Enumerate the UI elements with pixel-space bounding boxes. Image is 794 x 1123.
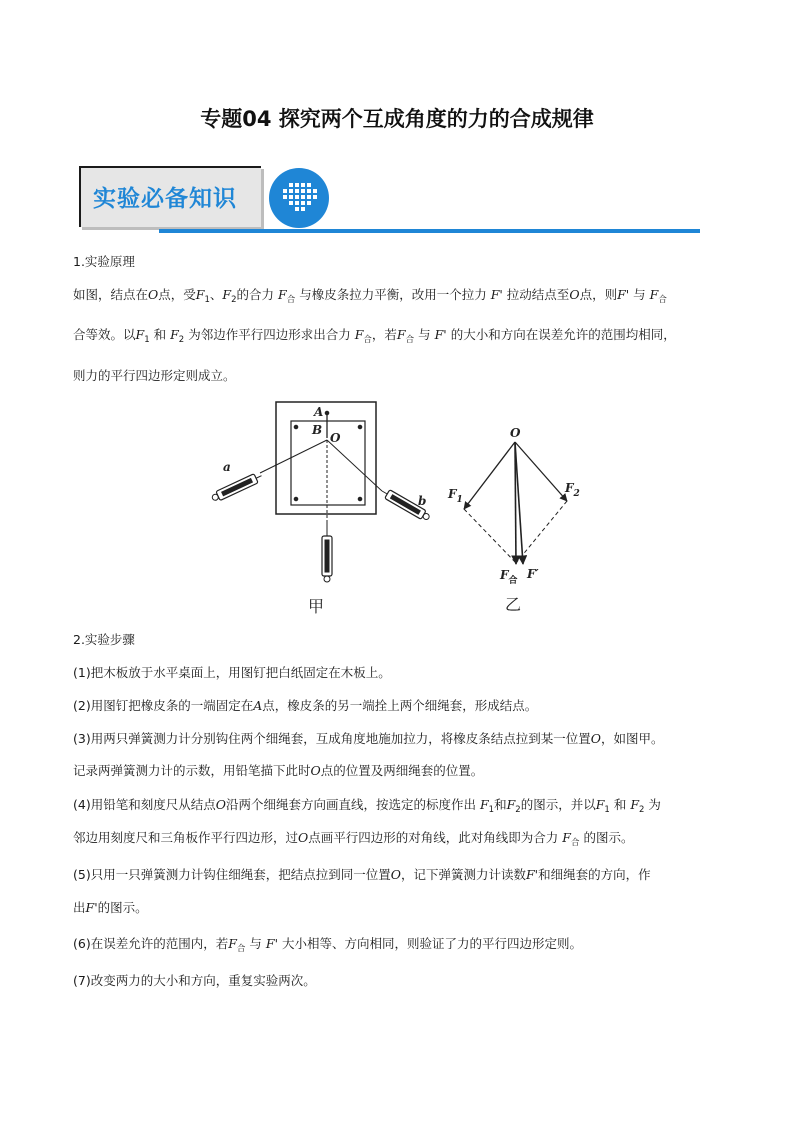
experiment-figure — [196, 400, 596, 622]
text: (4)用铅笔和刻度尺从结点 — [73, 797, 216, 812]
subscript: 2 — [231, 295, 237, 305]
label-F2 — [564, 481, 580, 499]
symbol-f: F — [396, 327, 406, 342]
figure-yi — [464, 442, 567, 564]
steps-heading: 2.实验步骤 — [73, 632, 135, 647]
text: (5)只用一只弹簧测力计钩住细绳套，把结点拉到同一位置 — [73, 867, 391, 882]
text: 与 — [249, 936, 262, 951]
text: 大小相等、方向相同，则验证了力的平行四边形定则。 — [282, 936, 583, 951]
subscript: 1 — [204, 295, 210, 305]
symbol-f: F — [595, 797, 605, 812]
subscript: 合 — [658, 295, 667, 305]
label-F2-letter: F — [565, 481, 574, 495]
label-F1 — [447, 487, 463, 505]
subscript: 1 — [604, 805, 610, 815]
label-a: a — [223, 460, 231, 474]
text: (6)在误差允许的范围内，若 — [73, 936, 229, 951]
label-A: A — [314, 405, 324, 419]
subscript: 合 — [363, 335, 372, 345]
text: 和 — [153, 327, 167, 342]
text: 的图示，并以 — [520, 797, 596, 812]
label-O-jia: O — [330, 431, 341, 445]
symbol-f: F — [649, 287, 659, 302]
symbol-f-prime: F' — [265, 936, 279, 951]
text: 、 — [209, 287, 223, 302]
text: 点，橡皮条的另一端拴上两个细绳套，形成结点。 — [262, 698, 538, 713]
symbol-f-prime: F' — [490, 287, 503, 302]
step-1: (1)把木板放于水平桌面上，用图钉把白纸固定在木板上。 — [73, 665, 391, 680]
subscript: 合 — [405, 335, 415, 345]
symbol-f: F — [630, 797, 639, 812]
text: 沿两个细绳套方向画直线，按选定的标度作出 — [225, 797, 476, 812]
text: 点，则 — [579, 287, 618, 302]
text: 邻边用刻度尺和三角板作平行四边形，过 — [73, 830, 299, 845]
subscript: 合 — [286, 295, 296, 305]
principle-line-3: 则力的平行四边形定则成立。 — [73, 368, 236, 383]
banner-underline — [159, 229, 700, 233]
step-5-line-1 — [73, 866, 651, 884]
grid-icon — [269, 168, 329, 228]
symbol-f: F — [228, 936, 237, 951]
text: 点画平行四边形的对角线，此对角线即为合力 — [308, 830, 559, 845]
symbol-f-prime: F' — [85, 900, 98, 915]
text: 为邻边作平行四边形求出合力 — [188, 327, 351, 342]
step-7: (7)改变两力的大小和方向，重复实验两次。 — [73, 973, 316, 988]
subscript: 2 — [639, 805, 645, 815]
symbol-f-prime: F' — [434, 327, 447, 342]
text: ，若 — [371, 327, 397, 342]
principle-line-1 — [73, 286, 667, 309]
symbol-f: F — [195, 287, 205, 302]
text: 点的位置及两细绳套的位置。 — [320, 763, 484, 778]
subscript: 合 — [570, 838, 580, 848]
label-F-he — [499, 568, 518, 586]
step-4-line-2 — [73, 829, 633, 852]
page-title: 专题04 探究两个互成角度的力的合成规律 — [200, 107, 594, 131]
symbol-o: O — [390, 867, 401, 882]
subscript: 2 — [178, 335, 185, 345]
label-F-he-letter: F — [500, 568, 509, 582]
symbol-o: O — [310, 763, 321, 778]
text: ，记下弹簧测力计读数 — [400, 867, 526, 882]
label-F-prime: F′ — [527, 567, 539, 581]
text: ，如图甲。 — [600, 731, 664, 746]
step-5-line-2 — [73, 899, 148, 917]
symbol-f: F — [222, 287, 232, 302]
banner-label: 实验必备知识 — [93, 186, 237, 212]
section-banner — [79, 166, 641, 238]
symbol-f: F — [170, 327, 179, 342]
step-2 — [73, 697, 537, 715]
symbol-f: F — [479, 797, 489, 812]
text: 的图示。 — [583, 830, 634, 845]
symbol-a: A — [253, 698, 263, 713]
label-F2-sub: 2 — [573, 489, 580, 499]
symbol-f-prime: F' — [525, 867, 539, 882]
symbol-f: F — [135, 327, 145, 342]
symbol-o: O — [148, 287, 159, 302]
text: (3)用两只弹簧测力计分别钩住两个细绳套，互成角度地施加拉力，将橡皮条结点拉到某一位置 — [73, 731, 591, 746]
label-B: B — [312, 423, 323, 437]
step-3-line-1 — [73, 730, 663, 748]
symbol-o: O — [590, 731, 601, 746]
symbol-o: O — [569, 287, 580, 302]
text: 点，受 — [158, 287, 196, 302]
text: 的大小和方向在误差允许的范围均相同， — [450, 327, 676, 342]
text: 为 — [648, 797, 661, 812]
principle-line-2 — [73, 326, 676, 349]
figure-jia-caption: 甲 — [308, 597, 325, 616]
text: 和 — [613, 797, 627, 812]
text: 记录两弹簧测力计的示数，用铅笔描下此时 — [73, 763, 311, 778]
text: 如图，结点在 — [73, 287, 149, 302]
figure-yi-caption: 乙 — [505, 595, 522, 614]
text: (2)用图钉把橡皮条的一端固定在 — [73, 698, 254, 713]
text: 与橡皮条拉力平衡，改用一个拉力 — [299, 287, 487, 302]
step-3-line-2 — [73, 762, 483, 780]
text: 和细绳套的方向，作 — [538, 867, 651, 882]
symbol-o: O — [298, 830, 309, 845]
step-6 — [73, 935, 582, 958]
text: 与 — [418, 327, 431, 342]
subscript: 1 — [488, 805, 495, 815]
text: 的图示。 — [97, 900, 148, 915]
symbol-f: F — [354, 327, 364, 342]
subscript: 1 — [144, 335, 150, 345]
symbol-f-prime: F' — [617, 287, 630, 302]
text: 与 — [633, 287, 646, 302]
subscript: 2 — [515, 805, 521, 815]
text: 出 — [73, 900, 86, 915]
symbol-f: F — [278, 287, 287, 302]
label-F1-sub: 1 — [456, 495, 463, 505]
banner-box — [79, 166, 261, 227]
label-F1-letter: F — [448, 487, 457, 501]
text: 和 — [494, 797, 507, 812]
symbol-o: O — [215, 797, 226, 812]
label-O-yi: O — [510, 426, 521, 440]
text: 合等效。以 — [73, 327, 136, 342]
symbol-f: F — [506, 797, 516, 812]
symbol-f: F — [562, 830, 571, 845]
label-F-he-sub: 合 — [508, 576, 518, 586]
principle-heading: 1.实验原理 — [73, 254, 135, 269]
label-b: b — [418, 494, 427, 508]
step-4-line-1 — [73, 796, 661, 819]
text: 的合力 — [236, 287, 275, 302]
text: 拉动结点至 — [506, 287, 570, 302]
subscript: 合 — [236, 944, 246, 954]
